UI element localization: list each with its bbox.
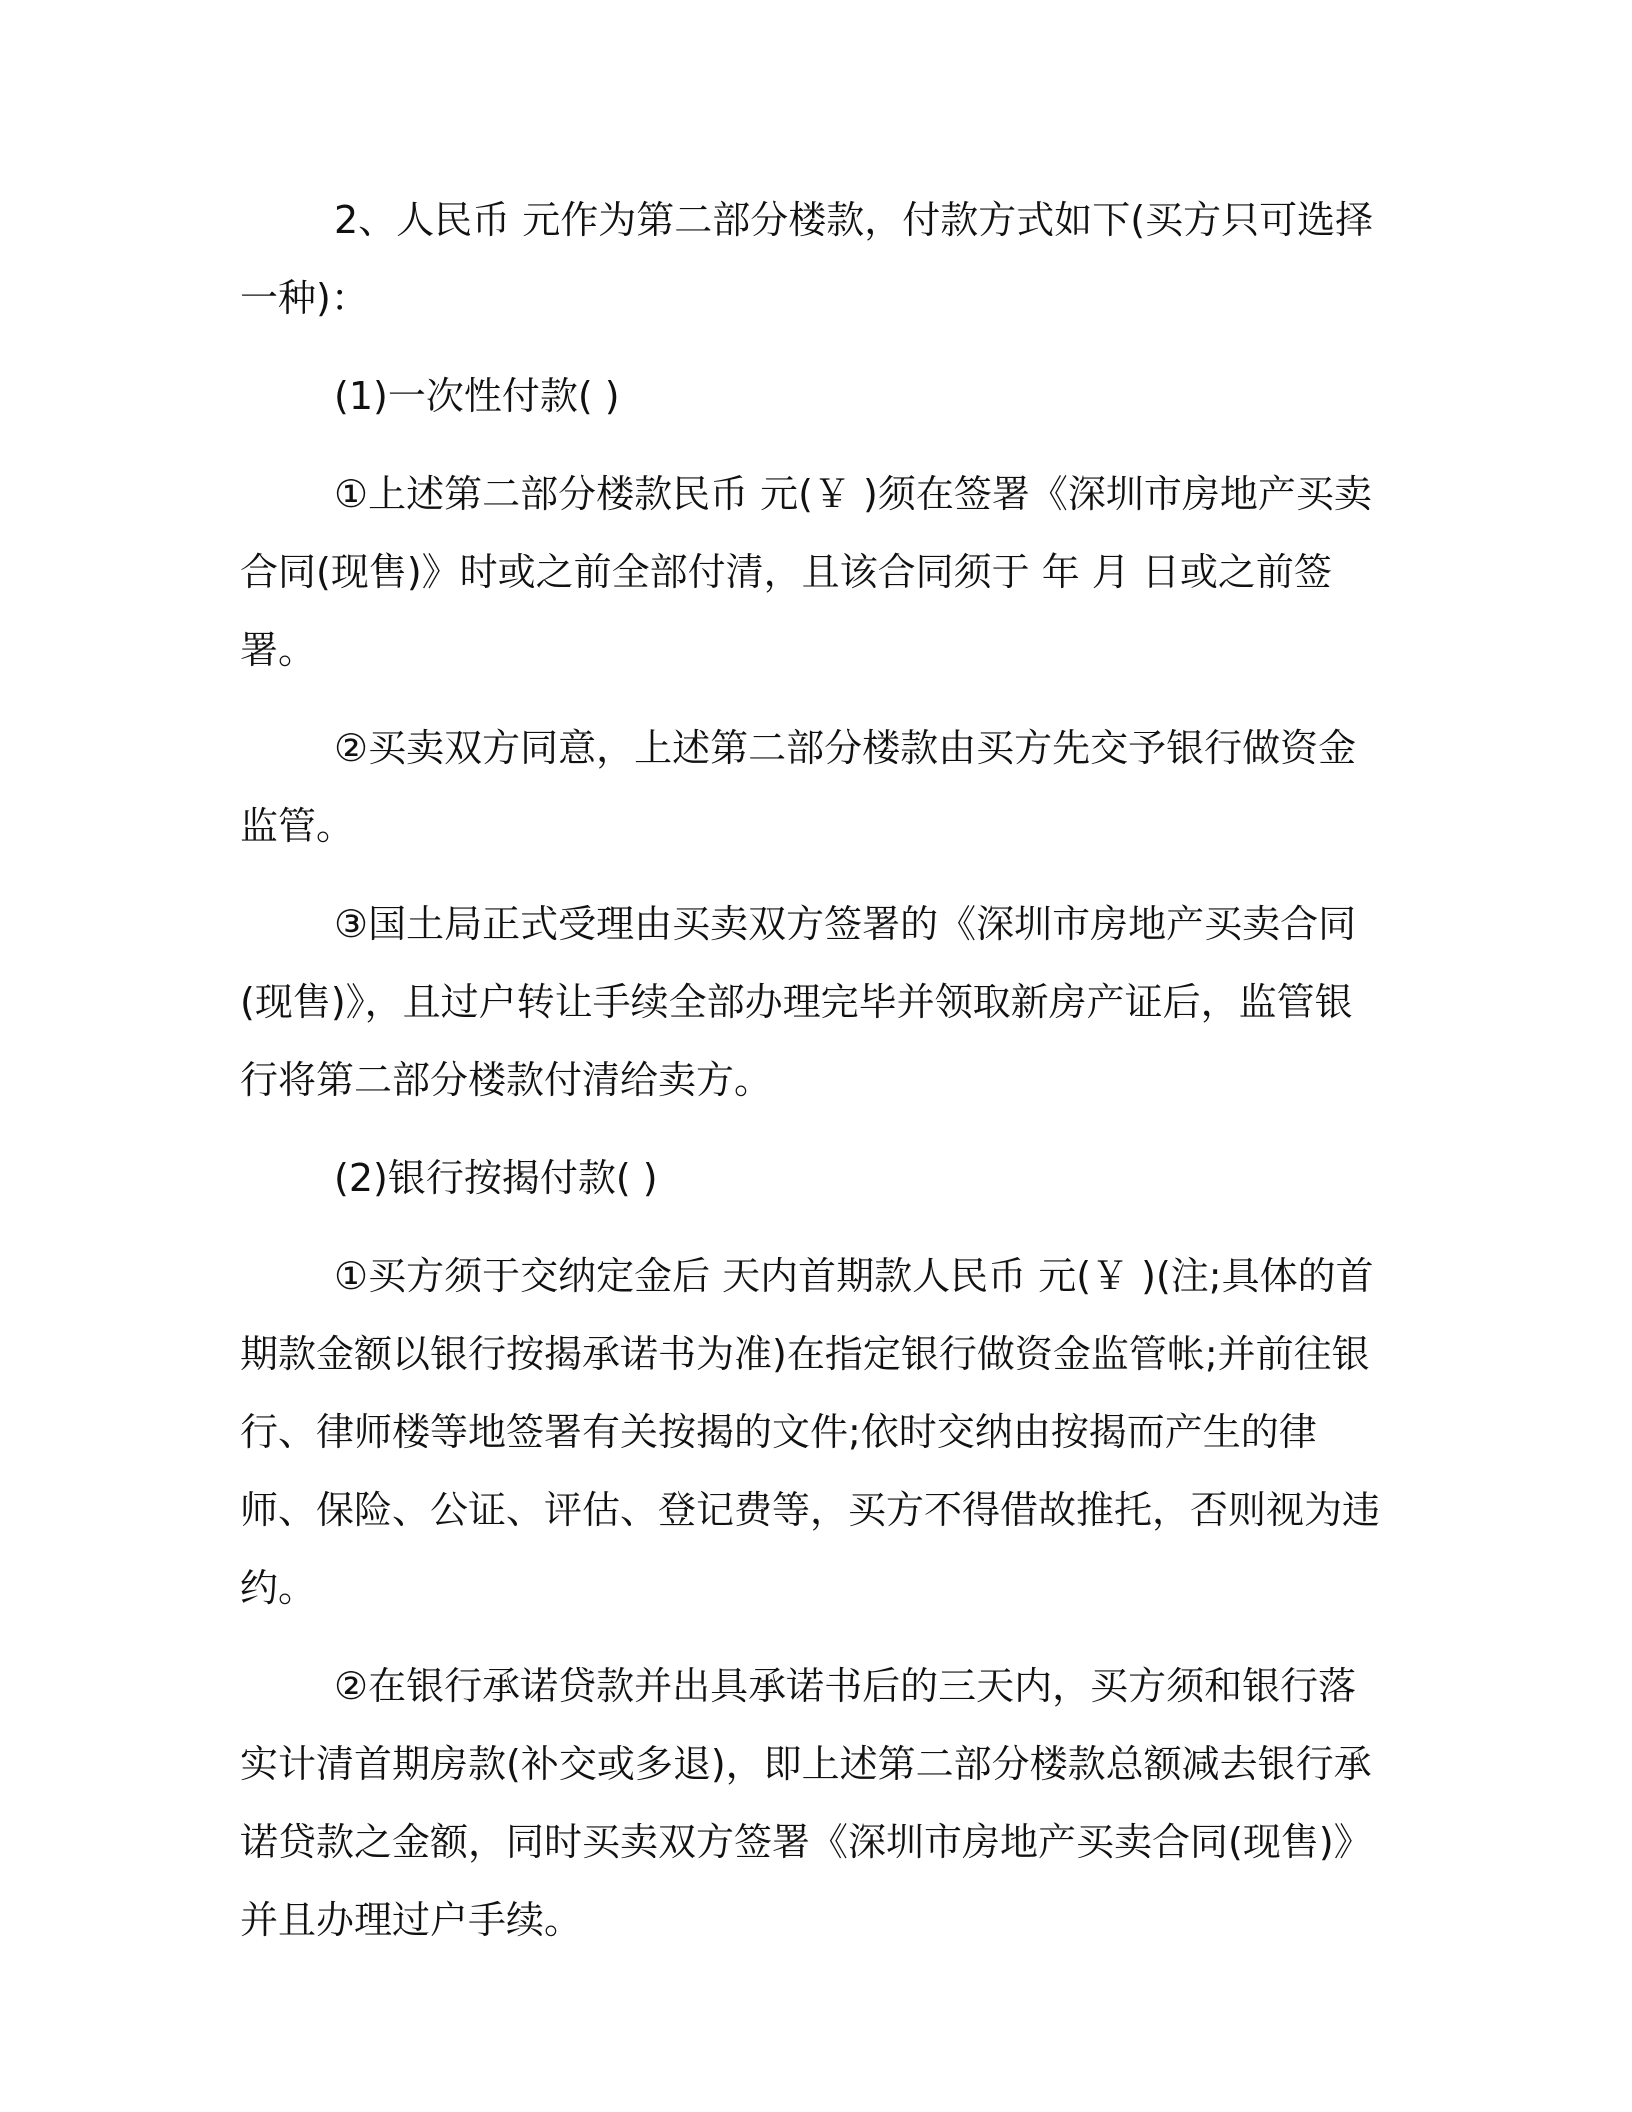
paragraph-lump-sum-heading: (1)一次性付款( ) bbox=[334, 374, 620, 418]
paragraph-lump-sum-item-3: ③国土局正式受理由买卖双方签署的《深圳市房地产买卖合同(现售)》，且过户转让手续全部办理完毕并领取新房产证后，监管银行将第二部分楼款付清给卖方。 bbox=[240, 902, 1357, 1102]
document-body bbox=[240, 181, 1390, 1959]
paragraph-mortgage-item-2: ②在银行承诺贷款并出具承诺书后的三天内，买方须和银行落实计清首期房款(补交或多退)，即上述第二部分楼款总额减去银行承诺贷款之金额，同时买卖双方签署《深圳市房地产买卖合同(现售)》并且办理过户手续。 bbox=[240, 1664, 1372, 1942]
paragraph-payment-second-installment: 2、人民币 元作为第二部分楼款，付款方式如下(买方只可选择一种)： bbox=[240, 198, 1374, 320]
paragraph-mortgage-item-1: ①买方须于交纳定金后 天内首期款人民币 元(￥ )(注;具体的首期款金额以银行按揭承诺书为准)在指定银行做资金监管帐;并前往银行、律师楼等地签署有关按揭的文件;依时交纳由按揭而产生的律师、保险、公证、评估、登记费等，买方不得借故推托，否则视为违约。 bbox=[240, 1254, 1381, 1610]
paragraph-mortgage-heading: (2)银行按揭付款( ) bbox=[334, 1156, 658, 1200]
paragraph-lump-sum-item-2: ②买卖双方同意，上述第二部分楼款由买方先交予银行做资金监管。 bbox=[240, 726, 1357, 848]
paragraph-lump-sum-item-1: ①上述第二部分楼款民币 元(￥ )须在签署《深圳市房地产买卖合同(现售)》时或之前全部付清，且该合同须于 年 月 日或之前签署。 bbox=[240, 472, 1372, 672]
